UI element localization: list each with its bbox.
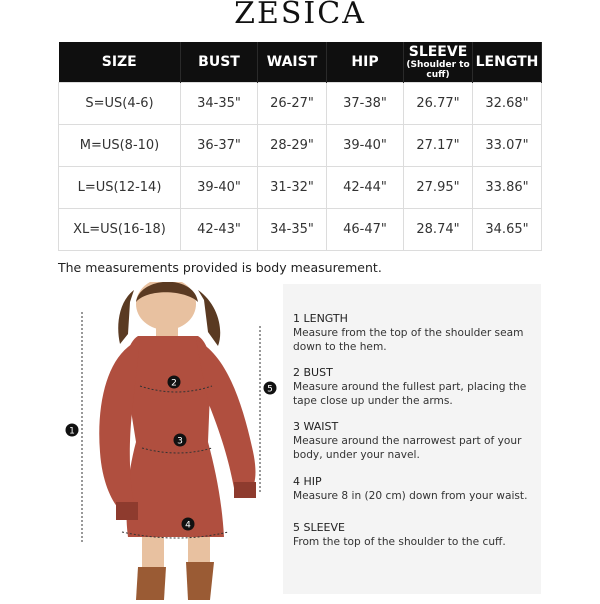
header-bust: BUST: [181, 42, 258, 83]
table-cell: 31-32": [258, 167, 327, 209]
header-hip: HIP: [327, 42, 404, 83]
measurement-length: [293, 312, 533, 354]
table-cell: 39-40": [181, 167, 258, 209]
measurement-title: 4 HIP: [293, 475, 322, 488]
header-size: SIZE: [59, 42, 181, 83]
table-cell: 36-37": [181, 125, 258, 167]
measurement-title: 5 SLEEVE: [293, 521, 345, 534]
model-right-leg: [188, 537, 210, 563]
measurement-note: The measurements provided is body measurement.: [58, 260, 382, 275]
measurement-sleeve: [293, 521, 533, 549]
table-cell: 34-35": [181, 83, 258, 125]
table-cell: 42-44": [327, 167, 404, 209]
table-row: [59, 167, 542, 209]
table-cell: 28-29": [258, 125, 327, 167]
table-cell: 34-35": [258, 209, 327, 251]
marker-1-label: 1: [69, 426, 75, 437]
measurement-guide-panel: [283, 284, 541, 594]
model-left-boot: [136, 567, 166, 600]
measurement-title: 1 LENGTH: [293, 312, 348, 325]
header-length: LENGTH: [473, 42, 542, 83]
marker-5: [264, 382, 277, 395]
table-row: [59, 125, 542, 167]
table-cell: S=US(4-6): [59, 83, 181, 125]
measurement-title: 3 WAIST: [293, 420, 339, 433]
measurement-desc: Measure around the fullest part, placing the tape close up under the arms.: [293, 381, 527, 407]
table-cell: L=US(12-14): [59, 167, 181, 209]
marker-2-label: 2: [171, 378, 177, 389]
table-header-row: [59, 42, 542, 83]
header-waist: WAIST: [258, 42, 327, 83]
measurement-desc: From the top of the shoulder to the cuff.: [293, 536, 506, 548]
table-cell: 34.65": [473, 209, 542, 251]
measurement-bust: [293, 366, 533, 408]
model-figure: [58, 282, 278, 600]
marker-3-label: 3: [177, 436, 183, 447]
table-cell: 46-47": [327, 209, 404, 251]
model-neck: [156, 322, 178, 338]
table-cell: 26-27": [258, 83, 327, 125]
marker-4-label: 4: [185, 520, 191, 531]
table-cell: 37-38": [327, 83, 404, 125]
marker-3: [174, 434, 187, 447]
table-cell: 33.07": [473, 125, 542, 167]
table-row: [59, 209, 542, 251]
header-sleeve-sub: (Shoulder to cuff): [406, 59, 470, 80]
marker-1: [66, 424, 79, 437]
model-left-leg: [142, 537, 164, 567]
table-cell: 42-43": [181, 209, 258, 251]
measurement-desc: Measure around the narrowest part of your body, under your navel.: [293, 435, 522, 461]
model-left-cuff: [116, 502, 138, 520]
model-right-boot: [186, 562, 214, 600]
table-cell: 33.86": [473, 167, 542, 209]
table-cell: M=US(8-10): [59, 125, 181, 167]
table-cell: XL=US(16-18): [59, 209, 181, 251]
brand-logo: ZESICA: [234, 0, 366, 31]
measurement-desc: Measure 8 in (20 cm) down from your waist.: [293, 490, 528, 502]
measurement-desc: Measure from the top of the shoulder seam down to the hem.: [293, 327, 524, 353]
table-cell: 28.74": [404, 209, 473, 251]
marker-5-label: 5: [267, 384, 273, 395]
table-cell: 27.95": [404, 167, 473, 209]
model-right-cuff: [234, 482, 256, 498]
header-sleeve: [404, 42, 473, 83]
measurement-waist: [293, 420, 533, 462]
table-cell: 27.17": [404, 125, 473, 167]
measurement-hip: [293, 475, 533, 503]
size-chart-table: [58, 42, 542, 251]
table-cell: 26.77": [404, 83, 473, 125]
marker-4: [182, 518, 195, 531]
measurement-title: 2 BUST: [293, 366, 333, 379]
table-cell: 32.68": [473, 83, 542, 125]
table-cell: 39-40": [327, 125, 404, 167]
model-illustration: [58, 282, 278, 600]
table-row: [59, 83, 542, 125]
header-sleeve-label: SLEEVE: [408, 43, 468, 60]
marker-2: [168, 376, 181, 389]
